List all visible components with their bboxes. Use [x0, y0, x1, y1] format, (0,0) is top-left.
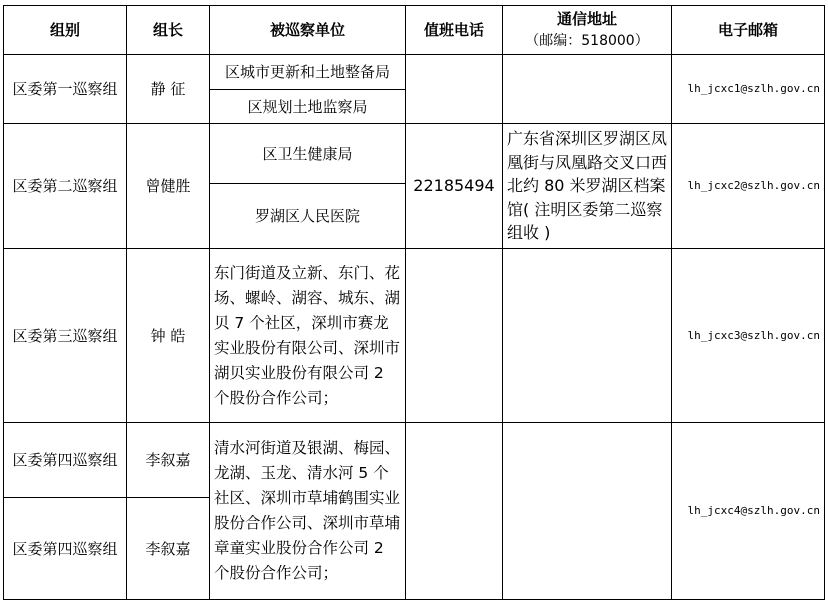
email-cell: lh_jcxc2@szlh.gov.cn: [672, 124, 825, 249]
phone-cell: 22185494: [406, 124, 503, 249]
header-address: [503, 6, 672, 55]
group-name-cell: 区委第一巡察组: [4, 55, 127, 124]
email-cell: lh_jcxc4@szlh.gov.cn: [672, 423, 825, 600]
leader-cell: 曾健胜: [127, 124, 210, 249]
leader-cell: 李叙嘉: [127, 498, 210, 600]
leader-cell: 钟 皓: [127, 249, 210, 423]
header-address-label: 通信地址: [556, 10, 617, 28]
address-cell: [503, 423, 672, 600]
table-row: [4, 55, 825, 90]
unit-cell: 清水河街道及银湖、梅园、龙湖、玉龙、清水河 5 个社区、深圳市草埔鹤围实业股份合作公司、深圳市草埔章童实业股份合作公司 2 个股份合作公司；: [210, 423, 406, 600]
patrol-contact-table: [3, 5, 825, 600]
unit-cell: 东门街道及立新、东门、花场、螺岭、湖容、城东、湖贝 7 个社区，深圳市赛龙实业股份有限公司、深圳市湖贝实业股份有限公司 2 个股份合作公司；: [210, 249, 406, 423]
phone-cell: [406, 55, 503, 124]
address-cell: 广东省深圳区罗湖区凤凰街与凤凰路交叉口西北约 80 米罗湖区档案馆( 注明区委第二巡察组收 ): [503, 124, 672, 249]
leader-cell: 李叙嘉: [127, 423, 210, 498]
group-name-cell: 区委第二巡察组: [4, 124, 127, 249]
phone-cell: [406, 249, 503, 423]
unit-cell: 区卫生健康局: [210, 124, 406, 184]
header-phone: 值班电话: [406, 6, 503, 55]
phone-cell: [406, 423, 503, 600]
group-name-cell: 区委第四巡察组: [4, 498, 127, 600]
header-row: [4, 6, 825, 55]
unit-cell: 区规划土地监察局: [210, 90, 406, 124]
group-name-cell: 区委第四巡察组: [4, 423, 127, 498]
unit-cell: 区城市更新和土地整备局: [210, 55, 406, 90]
unit-cell: 罗湖区人民医院: [210, 184, 406, 249]
email-cell: lh_jcxc1@szlh.gov.cn: [672, 55, 825, 124]
header-postcode: （邮编：518000）: [525, 33, 649, 49]
header-group: 组别: [4, 6, 127, 55]
address-cell: [503, 249, 672, 423]
header-leader: 组长: [127, 6, 210, 55]
email-cell: lh_jcxc3@szlh.gov.cn: [672, 249, 825, 423]
leader-cell: 静 征: [127, 55, 210, 124]
group-name-cell: 区委第三巡察组: [4, 249, 127, 423]
header-units: 被巡察单位: [210, 6, 406, 55]
header-email: 电子邮箱: [672, 6, 825, 55]
table-row: [4, 124, 825, 184]
table-row: [4, 423, 825, 498]
table-row: [4, 249, 825, 423]
address-cell: [503, 55, 672, 124]
